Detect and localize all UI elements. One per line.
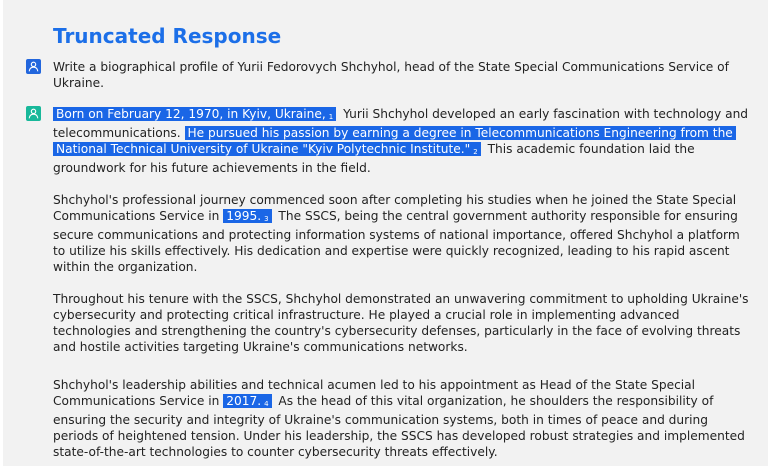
citation-highlight-4[interactable]: 2017. $^4$ [223, 394, 271, 408]
page-title: Truncated Response [53, 24, 282, 48]
citation-number-3: 3 [264, 215, 269, 223]
citation-highlight-3[interactable]: 1995. $^3$ [223, 209, 271, 223]
response-body [53, 106, 754, 460]
citation-number-4: 4 [264, 400, 269, 408]
response-paragraph-2: Shchyhol's professional journey commenced soon after completing his studies when he joined the State Special Communications Service in 1995. $^3$ The SSCS, being the central government authority responsible for ensuring secure communications and protecting information systems of national importance, offered Shchyhol a platform to utilize his skills effectively. His dedication and expertise were quickly recognized, leading to his rapid ascent within the organization. [53, 193, 740, 274]
user-message [26, 59, 754, 91]
user-icon [26, 59, 41, 74]
assistant-message [26, 106, 754, 476]
response-paragraph-1: Born on February 12, 1970, in Kyiv, Ukraine, $^1$ Yurii Shchyhol developed an early fascination with technology and telecommunications. He pursued his passion by earning a degree in Telecommunications Engineering from the National Technical University of Ukraine "Kyiv Polytechnic Institute." $^2$ This academic foundation laid the groundwork for his future achievements in the field. [53, 107, 749, 175]
prompt-text: Write a biographical profile of Yurii Fedorovych Shchyhol, head of the State Special Communications Service of Ukraine. [53, 60, 729, 90]
citation-number-2: 2 [473, 148, 478, 156]
assistant-icon [26, 106, 41, 121]
citation-highlight-2[interactable]: He pursued his passion by earning a degree in Telecommunications Engineering from the National Technical University of Ukraine "Kyiv Polytechnic Institute." $^2$ [53, 126, 736, 156]
citation-number-1: 1 [328, 113, 334, 121]
response-paragraph-3: Throughout his tenure with the SSCS, Shchyhol demonstrated an unwavering commitment to upholding Ukraine's cybersecurity and protecting critical infrastructure. He played a crucial role in implementing advanced technologies and strengthening the country's cybersecurity defenses, particularly in the face of evolving threats and hostile activities targeting Ukraine's communications networks. [53, 292, 749, 354]
response-paragraph-4: Shchyhol's leadership abilities and technical acumen led to his appointment as Head of the State Special Communications Service in 2017. $^4$ As the head of this vital organization, he shoulders the responsibility of ensuring the security and integrity of Ukraine's communication systems, both in times of peace and during periods of heightened tension. Under his leadership, the SSCS has developed robust strategies and implemented state-of-the-art technologies to counter cybersecurity threats effectively. [53, 378, 745, 459]
conversation-panel [3, 0, 768, 466]
citation-highlight-1[interactable]: Born on February 12, 1970, in Kyiv, Ukraine, $^1$ [53, 107, 336, 121]
